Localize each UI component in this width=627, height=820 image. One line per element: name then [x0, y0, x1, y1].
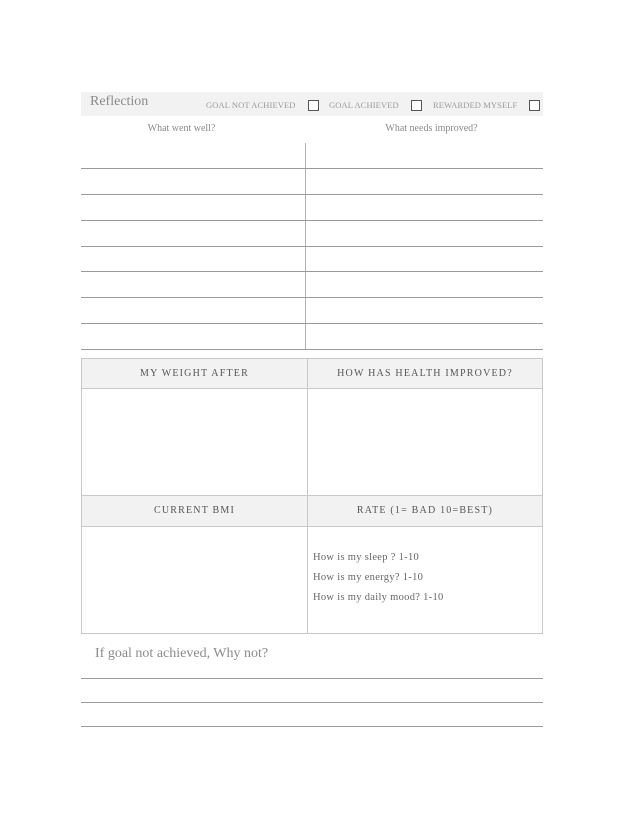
rewarded-myself-label: REWARDED MYSELF [433, 100, 518, 110]
writing-line [81, 220, 543, 221]
goal-achieved-label: GOAL ACHIEVED [329, 100, 399, 110]
writing-line [81, 297, 543, 298]
writing-line [81, 194, 543, 195]
writing-line [81, 271, 543, 272]
current-bmi-heading: CURRENT BMI [82, 496, 307, 526]
weight-after-field[interactable] [82, 389, 307, 495]
writing-line [81, 349, 543, 350]
reflection-title: Reflection [90, 94, 149, 109]
goal-not-achieved-checkbox[interactable] [308, 100, 319, 111]
writing-line [81, 702, 543, 703]
rewarded-myself-checkbox[interactable] [529, 100, 540, 111]
writing-line [81, 678, 543, 679]
goal-achieved-checkbox[interactable] [411, 100, 422, 111]
current-bmi-field[interactable] [82, 527, 307, 632]
health-improved-field[interactable] [308, 389, 542, 495]
went-well-heading: What went well? [147, 123, 216, 134]
rate-sleep: How is my sleep ? 1-10 [313, 552, 420, 563]
rate-heading: RATE (1= BAD 10=BEST) [308, 496, 542, 526]
writing-line [81, 323, 543, 324]
writing-line [81, 246, 543, 247]
rate-mood: How is my daily mood? 1-10 [313, 592, 444, 603]
writing-line [81, 168, 543, 169]
needs-improved-heading: What needs improved? [385, 123, 478, 134]
weight-after-heading: MY WEIGHT AFTER [82, 359, 307, 388]
goal-not-achieved-label: GOAL NOT ACHIEVED [206, 100, 296, 110]
writing-line [81, 726, 543, 727]
rate-energy: How is my energy? 1-10 [313, 572, 424, 583]
why-not-prompt: If goal not achieved, Why not? [95, 646, 269, 661]
health-improved-heading: HOW HAS HEALTH IMPROVED? [308, 359, 542, 388]
